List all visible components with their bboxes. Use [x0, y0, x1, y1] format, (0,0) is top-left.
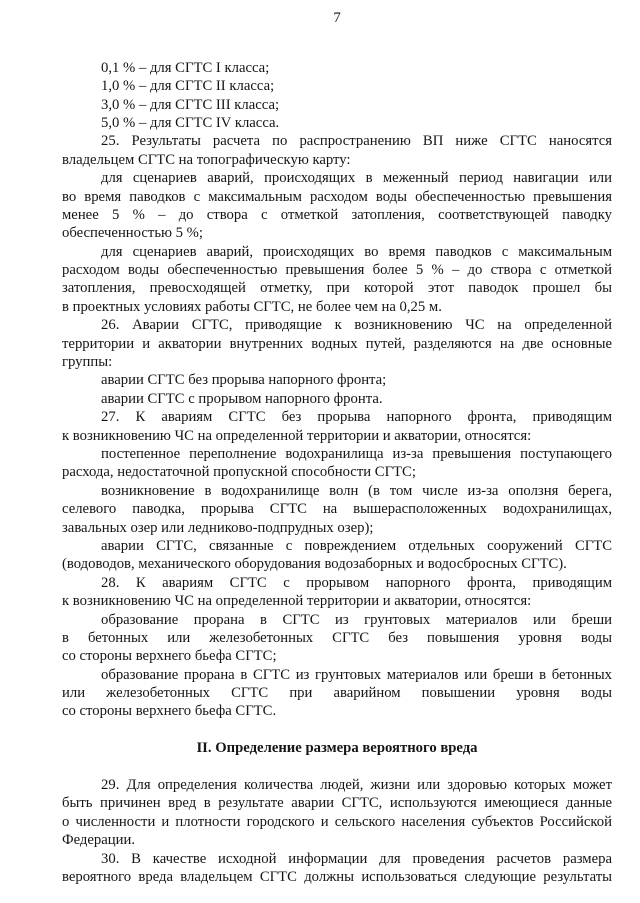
paragraph: [62, 59, 612, 77]
paragraph: [62, 371, 612, 389]
page-number: 7: [333, 9, 341, 26]
paragraph: [62, 132, 612, 169]
paragraph-line: 0,1 % – для СГТС I класса;: [101, 59, 270, 76]
paragraph-line: аварии СГТС, связанные с повреждением отдельных сооружений СГТС: [101, 537, 612, 554]
paragraph: [62, 537, 612, 574]
paragraph-line: расходом воды обеспеченностью превышения более 5 % – до створа с отметкой: [62, 262, 612, 279]
paragraph-line: завальных озер или ледниково-подпрудных озер);: [62, 519, 374, 536]
paragraph-line: о численности и плотности городского и сельского населения субъектов Российской: [62, 813, 612, 830]
paragraph-line: 29. Для определения количества людей, жизни или здоровью которых может: [101, 777, 612, 794]
paragraph-line: селевого паводка, прорыва СГТС на вышерасположенных водохранилищах,: [62, 501, 612, 518]
paragraph-line: 25. Результаты расчета по распространению ВП ниже СГТС наносятся: [101, 133, 612, 150]
paragraph-line: группы:: [62, 354, 113, 371]
paragraph-line: в проектных условиях работы СГТС, не более чем на 0,25 м.: [62, 298, 442, 315]
paragraph: [62, 408, 612, 445]
paragraph: [62, 574, 612, 611]
paragraph-line: со стороны верхнего бьефа СГТС;: [62, 648, 277, 665]
paragraph-line: 3,0 % – для СГТС III класса;: [101, 96, 280, 113]
paragraph: [62, 611, 612, 666]
paragraph-line: 5,0 % – для СГТС IV класса.: [101, 114, 280, 131]
paragraph-line: обеспеченностью 5 %;: [62, 225, 203, 242]
paragraph-line: 26. Аварии СГТС, приводящие к возникновению ЧС на определенной: [101, 317, 612, 334]
paragraph: [62, 776, 612, 850]
paragraph: [62, 666, 612, 721]
paragraph: [62, 169, 612, 243]
paragraph-line: аварии СГТС с прорывом напорного фронта.: [101, 390, 383, 407]
paragraph: [62, 390, 612, 408]
paragraph-line: 28. К авариям СГТС с прорывом напорного фронта, приводящим: [101, 574, 612, 591]
paragraph-line: постепенное переполнение водохранилища из-за превышения поступающего: [101, 446, 612, 462]
paragraph-line: Федерации.: [62, 832, 136, 849]
paragraph-line: аварии СГТС без прорыва напорного фронта;: [101, 372, 387, 389]
paragraph-line: для сценариев аварий, происходящих во время паводков с максимальным: [101, 243, 612, 260]
paragraph-line: затопления, превосходящей отметку, при которой этот паводок прошел бы: [62, 280, 612, 297]
paragraph-line: 1,0 % – для СГТС II класса;: [101, 78, 275, 95]
paragraph: [62, 96, 612, 114]
paragraph-line: расхода, недостаточной пропускной способности СГТС;: [62, 464, 416, 481]
section-heading: II. Определение размера вероятного вреда: [196, 740, 478, 757]
paragraph-line: или железобетонных СГТС при аварийном повышении уровня воды: [62, 685, 612, 702]
paragraph-line: для сценариев аварий, происходящих в меженный период навигации или: [101, 170, 612, 187]
paragraph-line: к возникновению ЧС на определенной территории и акватории, относятся:: [62, 427, 532, 444]
paragraph-line: (водоводов, механического оборудования водозаборных и водосбросных СГТС).: [62, 556, 567, 573]
paragraph: [62, 316, 612, 371]
paragraph: [62, 850, 612, 887]
page-content: [62, 59, 612, 887]
paragraph: [62, 482, 612, 537]
paragraph-line: менее 5 % – до створа с отметкой затопления, соответствующей паводку: [62, 206, 612, 223]
paragraph-line: к возникновению ЧС на определенной территории и акватории, относятся:: [62, 593, 532, 610]
paragraph-line: 30. В качестве исходной информации для проведения расчетов размера: [101, 850, 612, 867]
paragraph: [62, 77, 612, 95]
paragraph-line: со стороны верхнего бьефа СГТС.: [62, 703, 277, 720]
paragraph-line: владельцем СГТС на топографическую карту:: [62, 151, 351, 168]
paragraph-line: образование прорана в СГТС из грунтовых материалов или бреши в бетонных: [101, 666, 612, 683]
paragraph-line: быть причинен вред в результате аварии СГТС, используются имеющиеся данные: [62, 795, 612, 812]
paragraph-line: образование прорана в СГТС из грунтовых материалов или бреши: [101, 611, 612, 628]
paragraph-line: в бетонных или железобетонных СГТС без повышения уровня воды: [62, 629, 612, 646]
paragraph-line: вероятного вреда владельцем СГТС должны использоваться следующие результаты: [62, 868, 612, 885]
paragraph: [62, 445, 612, 482]
paragraph-line: территории и акватории внутренних водных путей, разделяются на две основные: [62, 335, 612, 352]
paragraph: [62, 114, 612, 132]
paragraph: [62, 243, 612, 317]
paragraph-line: возникновение в водохранилище волн (в том числе из-за оползня берега,: [101, 482, 612, 499]
paragraph-line: во время паводков с максимальным расходом воды обеспеченностью превышения: [62, 188, 612, 205]
paragraph-line: 27. К авариям СГТС без прорыва напорного фронта, приводящим: [101, 409, 612, 426]
